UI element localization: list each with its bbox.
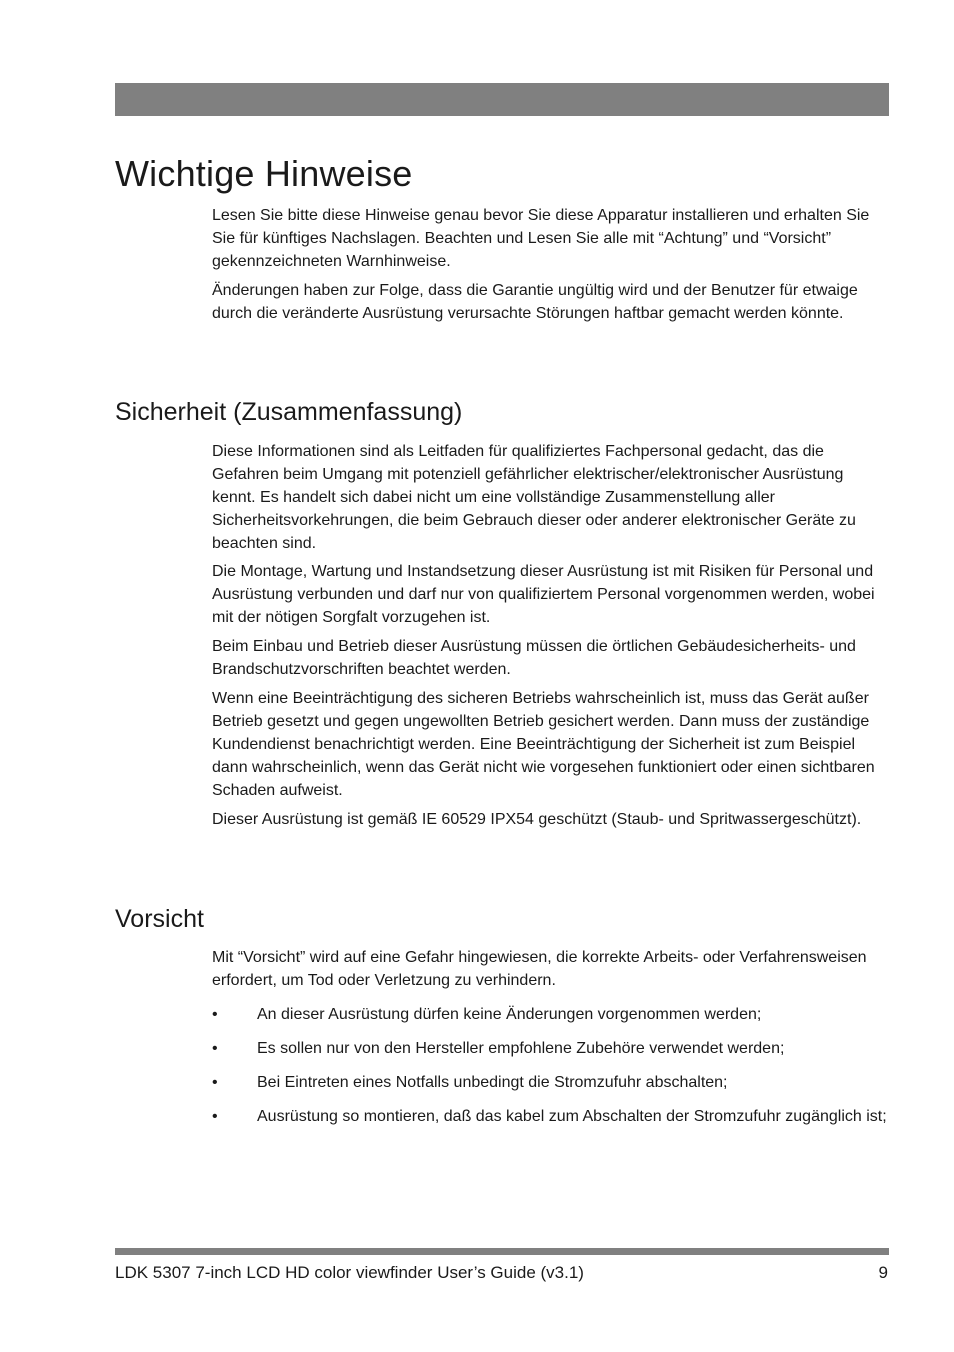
- safety-paragraph-2: Die Montage, Wartung und Instandsetzung dieser Ausrüstung ist mit Risiken für Personal und Ausrüstung verbunden und darf nur von qualifiziertem Personal vorgenommen werden, wobei mit der nötigen Sorgfalt vorzugehen ist.: [212, 563, 875, 626]
- intro-paragraph-1: Lesen Sie bitte diese Hinweise genau bevor Sie diese Apparatur installieren und erhalten Sie Sie für künftiges Nachslagen. Beachten und Lesen Sie alle mit “Achtung” und “Vorsicht” gekennzeichneten Warnhinweise.: [212, 207, 870, 270]
- header-rule-bar: [115, 83, 889, 116]
- safety-paragraph-1: Diese Informationen sind als Leitfaden für qualifiziertes Fachpersonal gedacht, das die Gefahren beim Umgang mit potenziell gefährlicher elektrischer/elektronischer Ausrüstung kennt. Es handelt sich dabei nicht um eine vollständige Zusammenstellung aller Sicherheitsvorkehrungen, die beim Gebrauch dieser oder anderer elektronischer Geräte zu beachten sind.: [212, 443, 856, 552]
- page-title: Wichtige Hinweise: [115, 153, 413, 194]
- intro-paragraph-2: Änderungen haben zur Folge, dass die Garantie ungültig wird und der Benutzer für etwaige durch die veränderte Ausrüstung verursachte Störungen haftbar gemacht werden könnte.: [212, 282, 858, 322]
- safety-paragraph-4: Wenn eine Beeinträchtigung des sicheren Betriebs wahrscheinlich ist, muss das Gerät außer Betrieb gesetzt und gegen ungewollten Betrieb gesichert werden. Dann muss der zuständige Kundendienst benachrichtigt werden. Eine Beeinträchtigung der Sicherheit ist zum Beispiel dann wahrscheinlich, wenn das Gerät nicht wie vorgesehen funktioniert oder einen sichtbaren Schaden aufweist.: [212, 690, 875, 799]
- section-heading-safety: Sicherheit (Zusammenfassung): [115, 398, 463, 426]
- bullet-icon: •: [212, 1040, 218, 1057]
- caution-bullet-text: Bei Eintreten eines Notfalls unbedingt die Stromzufuhr abschalten;: [257, 1074, 728, 1091]
- caution-bullet-text: Es sollen nur von den Hersteller empfohlene Zubehöre verwendet werden;: [257, 1040, 785, 1057]
- footer-rule-bar: [115, 1248, 889, 1255]
- caution-bullet-text: Ausrüstung so montieren, daß das kabel zum Abschalten der Stromzufuhr zugänglich ist;: [257, 1108, 887, 1125]
- caution-bullet-text: An dieser Ausrüstung dürfen keine Änderungen vorgenommen werden;: [257, 1006, 762, 1023]
- bullet-icon: •: [212, 1108, 218, 1125]
- section-heading-caution: Vorsicht: [115, 905, 204, 933]
- caution-intro-paragraph: Mit “Vorsicht” wird auf eine Gefahr hingewiesen, die korrekte Arbeits- oder Verfahrensweisen erfordert, um Tod oder Verletzung zu verhindern.: [212, 949, 867, 989]
- safety-paragraph-5: Dieser Ausrüstung ist gemäß IE 60529 IPX54 geschützt (Staub- und Spritwassergeschützt).: [212, 811, 862, 828]
- safety-paragraph-3: Beim Einbau und Betrieb dieser Ausrüstung müssen die örtlichen Gebäudesicherheits- und Brandschutzvorschriften beachtet werden.: [212, 638, 856, 678]
- bullet-icon: •: [212, 1006, 218, 1023]
- page-number: 9: [878, 1263, 888, 1282]
- bullet-icon: •: [212, 1074, 218, 1091]
- footer-document-title: LDK 5307 7-inch LCD HD color viewfinder User’s Guide (v3.1): [115, 1263, 584, 1282]
